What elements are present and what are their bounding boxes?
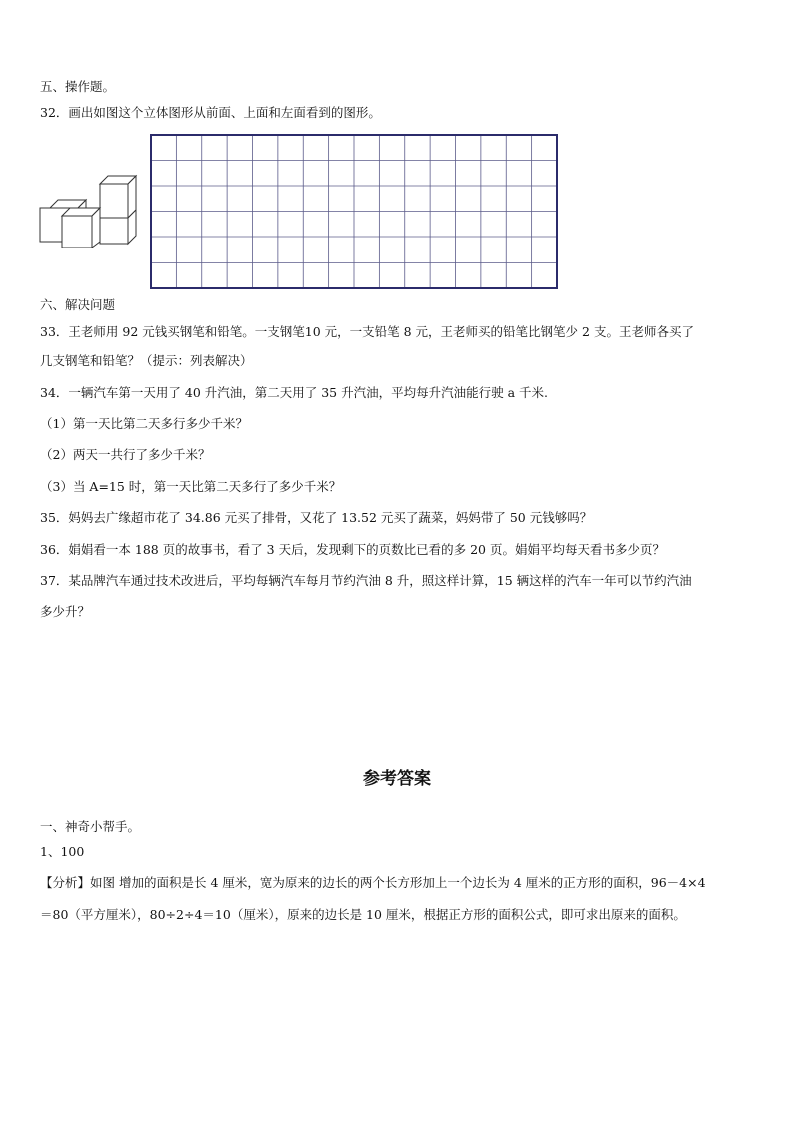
q34-sub1: （1）第一天比第二天多行多少千米？ xyxy=(40,416,248,431)
q35-text: 35．妈妈去广缘超市花了 34.86 元买了排骨，又花了 13.52 元买了蔬菜，妈妈带了 50 元钱够吗？ xyxy=(40,510,593,525)
analysis-line1: 【分析】如图 增加的面积是长 4 厘米，宽为原来的边长的两个长方形加上一个边长为 4 厘米的正方形的面积，96－4×4 xyxy=(40,875,706,890)
drawing-grid xyxy=(150,134,560,290)
q37-line1: 37．某品牌汽车通过技术改进后，平均每辆汽车每月节约汽油 8 升，照这样计算，15 辆这样的汽车一年可以节约汽油 xyxy=(40,573,692,588)
answer-1: 1、100 xyxy=(40,844,85,859)
q33-line1: 33．王老师用 92 元钱买钢笔和铅笔。一支钢笔10 元，一支铅笔 8 元，王老师买的铅笔比钢笔少 2 支。王老师各买了 xyxy=(40,324,694,339)
answers-section1: 一、神奇小帮手。 xyxy=(40,819,141,834)
cube-figure xyxy=(38,172,142,248)
q34-text: 34．一辆汽车第一天用了 40 升汽油，第二天用了 35 升汽油，平均每升汽油能行驶 a 千米. xyxy=(40,385,548,400)
q36-text: 36．娟娟看一本 188 页的故事书，看了 3 天后，发现剩下的页数比已看的多 20 页。娟娟平均每天看书多少页？ xyxy=(40,542,665,557)
q34-sub2: （2）两天一共行了多少千米？ xyxy=(40,447,211,462)
q33-line2: 几支钢笔和铅笔？（提示：列表解决） xyxy=(40,353,253,368)
section6-heading: 六、解决问题 xyxy=(40,297,116,312)
analysis-line2: ＝80（平方厘米），80÷2÷4＝10（厘米），原来的边长是 10 厘米，根据正方形的面积公式，即可求出原来的面积。 xyxy=(40,907,686,922)
section5-heading: 五、操作题。 xyxy=(40,79,116,94)
q37-line2: 多少升？ xyxy=(40,604,91,619)
answers-title: 参考答案 xyxy=(363,769,431,789)
q32-text: 32．画出如图这个立体图形从前面、上面和左面看到的图形。 xyxy=(40,105,381,120)
q34-sub3: （3）当 A=15 时，第一天比第二天多行了多少千米？ xyxy=(40,479,342,494)
